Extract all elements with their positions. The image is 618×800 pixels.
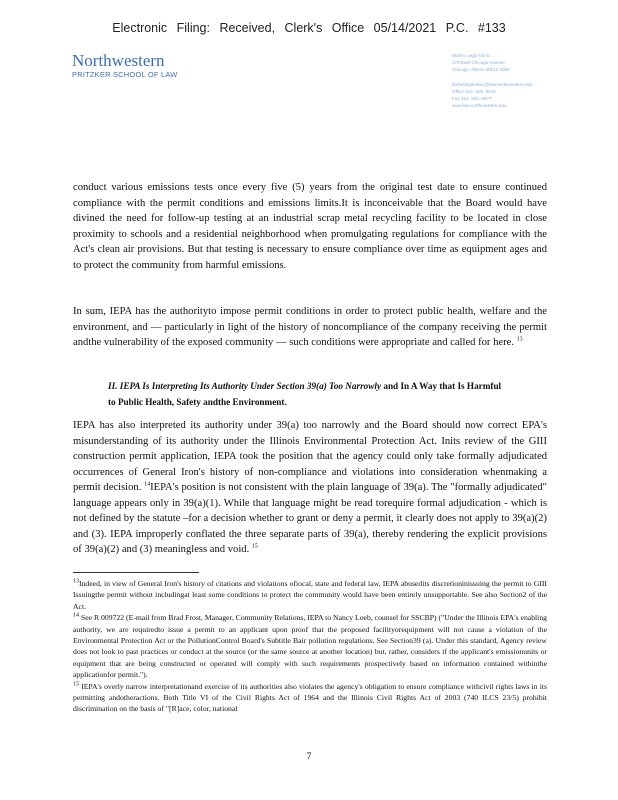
footnote-text: IEPA's overly narrow interpretationand exercise of its authorities also violates the agency's obligation to ensure compliance withcivil rights laws in its permitting andotheractions. Both Title VI of the Civil Rights Act of 1964 and the Illinois Civil Rights Act of 2003 (740 ILCS 23/5) prohibit discrimination on the basis of "[R]ace, color, national — [73, 681, 548, 714]
contact-line: www.law.northwestern.edu — [452, 103, 507, 108]
footnote-text: See R 009722 (E-mail from Brad Frost, Manager, Community Relations, IEPA to Nancy Loeb, counsel for SSCBP) ("Under the Illinois EPA's enabling authority, we are requiredto issue a permit to an applicant upon proof that the proposed facilityorequipment will not cause a violation of the Environmental Protection Act or the PollutionControl Board's Subtitle Bair pollution regulations. See Section39 (a). Under this standard, Agency review does not look to past practices or conduct at the source (or the same source at another location) but, rather, considers if the applicant's emissionunits or equipment that are being constructed or operated will comply with such requirements prospectively based on information contained withinthe applicationfor permit."). — [73, 613, 548, 680]
footnote-14 — [73, 612, 547, 680]
footnotes — [73, 578, 547, 715]
page-number: 7 — [306, 752, 312, 762]
logo-school: PRITZKER SCHOOL OF LAW — [72, 70, 178, 79]
body-paragraph-2 — [73, 304, 547, 351]
filing-stamp: Electronic Filing: Received, Clerk's Office 05/14/2021 P.C. #133 — [112, 21, 506, 35]
paragraph-text: In sum, IEPA has the authorityto impose permit conditions in order to protect public health, welfare and the environment, and — particularly in light of the history of noncompliance of the company receiving the permit andthe vulnerability of the exposed community — such conditions were appropriate and called for here. — [73, 306, 547, 348]
footnote-text: Indeed, in view of General Iron's history of citations and violations ofiocal, state and federal law, IEPA abusedits discretioninissuing the permit to GIII Issuingthe permit without includingat least some conditions to protect the community would have been entirely unsupportable. See also Section2 of the Act. — [73, 579, 547, 611]
footnote-mark: 14 — [73, 612, 79, 619]
body-paragraph-1: conduct various emissions tests once every five (5) years from the original test date to ensure continued compliance with the permit conditions and emissions limits.It is inconceivable that the Board would have divined the need for follow-up testing at an industrial scrap metal recycling facility to be located in close proximity to schools and a residential neighborhood when promulgating regulations for compliance with the Act's clean air provisions. But that testing is necessary to ensure compliance over time as equipment ages and to protect the community from harmful emissions. — [73, 182, 547, 271]
footnote-15 — [73, 681, 547, 715]
body-paragraph-3 — [73, 418, 547, 558]
logo-name: Northwestern — [72, 51, 165, 70]
paragraph-text: IEPA's position is not consistent with the plain language of 39(a). The "formally adjudicated" language appears only in 39(a)(1). While that language might be read torequire formal adjudication - which is not defined by the statute –for a decision whether to grant or deny a permit, it clearly does not apply to 39(a)(2) and (3). IEPA improperly conflated the three separate parts of 39(a), thereby rendering the explicit provisions of 39(a)(2) and (3) meaningless and void. — [73, 482, 547, 555]
section-heading — [108, 378, 508, 410]
footnote-ref-15[interactable]: 15 — [251, 543, 258, 550]
contact-line: Office 312. 503. 8576 — [452, 89, 496, 94]
footnote-13 — [73, 578, 547, 612]
footnote-ref-14[interactable]: 14 — [144, 481, 151, 488]
northwestern-logo — [72, 52, 178, 79]
paragraph-text: IEPA has also interpreted its authority under 39(a) too narrowly and the Board should now correct EPA's misunderstanding of its authority under the Illinois Environmental Protection Act. Inits review of the GIII construction permit application, IEPA took the position that the agency could only take formally adjudicated occurrences of General Iron's history of non-compliance and violations into consideration whenmaking a permit decision. — [73, 420, 547, 493]
contact-line: Fax 312. 503. 8977 — [452, 96, 492, 101]
address-line: Bluhm Legal Clinic — [452, 53, 491, 58]
letterhead-address — [452, 52, 533, 109]
address-line: Chicago, Illinois 60611-3069 — [452, 67, 510, 72]
footnote-mark: 15 — [73, 681, 79, 688]
heading-title: II. IEPA Is Interpreting Its Authority Under Section 39(a) Too Narrowly — [108, 381, 382, 391]
footnote-ref-13[interactable]: 13 — [516, 336, 523, 343]
contact-line: bluhmlegalclinic@law.northwestern.edu — [452, 82, 533, 87]
footnote-divider — [73, 572, 199, 573]
address-line: 375 East Chicago Avenue — [452, 60, 505, 65]
heading-continuation: and In A Way that Is Harmful to Public Health, Safety andthe Environment. — [108, 381, 502, 407]
footnote-mark: 13 — [73, 578, 79, 585]
